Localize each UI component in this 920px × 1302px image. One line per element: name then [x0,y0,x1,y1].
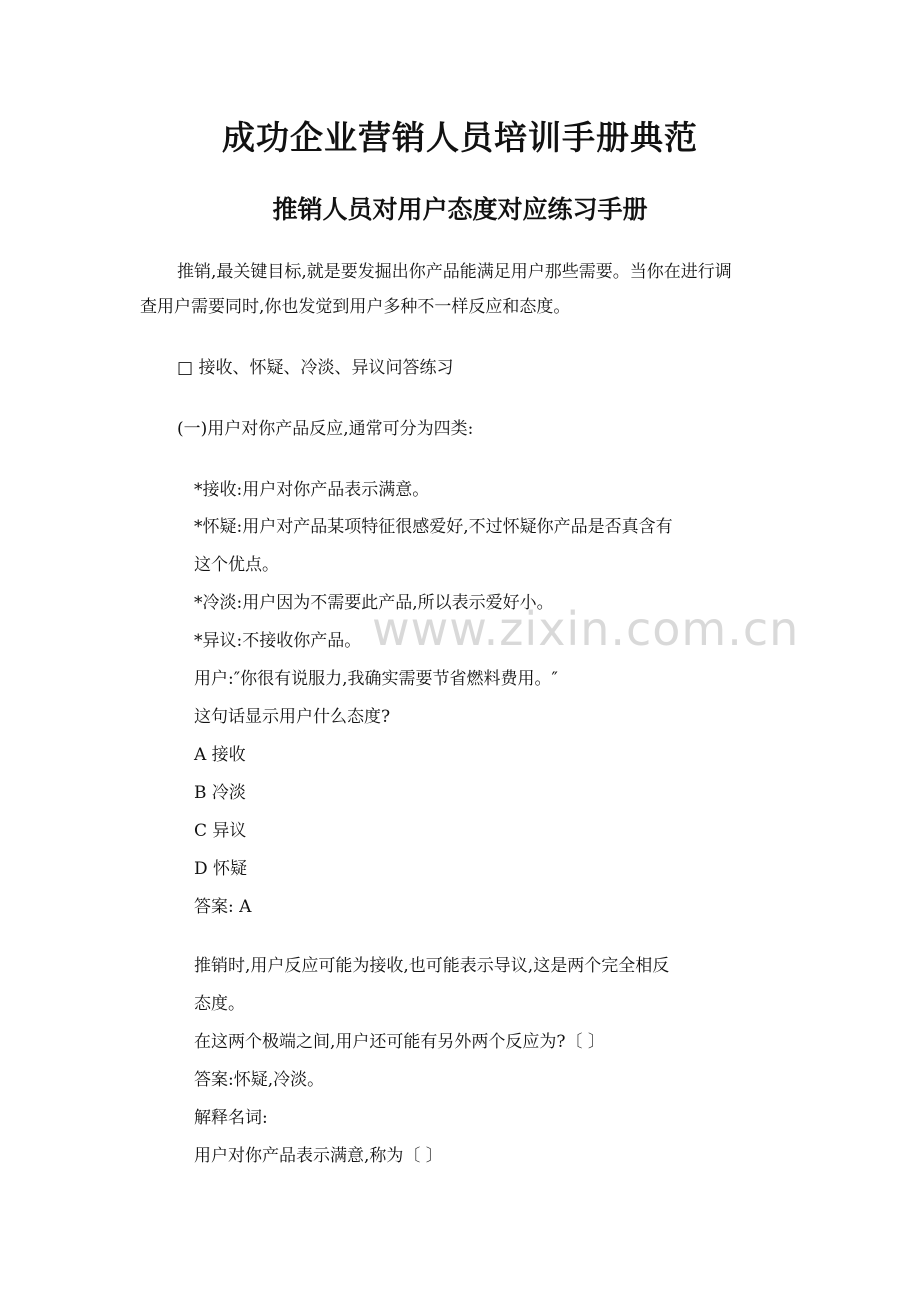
watermark: www.zixin.com.cn [372,602,800,656]
option-d: D 怀疑 [194,859,248,879]
terms-heading: 解释名词: [194,1108,268,1128]
paragraph2-answer: 答案:怀疑,冷淡。 [194,1070,325,1090]
question-answer: 答案: A [194,897,252,917]
section-heading: □ 接收、怀疑、冷淡、异议问答练习 [177,358,454,378]
category-indifferent: *冷淡:用户因为不需要此产品,所以表示爱好小。 [194,593,554,613]
paragraph2-question: 在这两个极端之间,用户还可能有另外两个反应为?〔 〕 [194,1032,605,1052]
option-c: C 异议 [194,821,247,841]
document-title: 成功企业营销人员培训手册典范 [222,118,698,157]
option-b: B 冷淡 [194,783,246,803]
paragraph2-line-1: 推销时,用户反应可能为接收,也可能表示导议,这是两个完全相反 [194,956,670,976]
category-doubt-cont: 这个优点。 [194,555,279,575]
paragraph2-line-2: 态度。 [194,994,245,1014]
intro-line-1: 推销,最关键目标,就是要发掘出你产品能满足用户那些需要。当你在进行调 [177,262,732,282]
question-prompt: 这句话显示用户什么态度? [194,707,391,727]
category-accept: *接收:用户对你产品表示满意。 [194,480,430,500]
intro-line-2: 查用户需要同时,你也发觉到用户多种不一样反应和态度。 [140,297,571,317]
document-subtitle: 推销人员对用户态度对应练习手册 [272,195,648,224]
category-objection: *异议:不接收你产品。 [194,631,362,651]
question-quote: 用户:″你很有说服力,我确实需要节省燃料费用。″ [194,669,558,689]
category-doubt: *怀疑:用户对产品某项特征很感爱好,不过怀疑你产品是否真含有 [194,517,673,537]
term-1: 用户对你产品表示满意,称为〔 〕 [194,1146,443,1166]
option-a: A 接收 [194,745,246,765]
subsection-heading: (一)用户对你产品反应,通常可分为四类: [177,419,474,439]
